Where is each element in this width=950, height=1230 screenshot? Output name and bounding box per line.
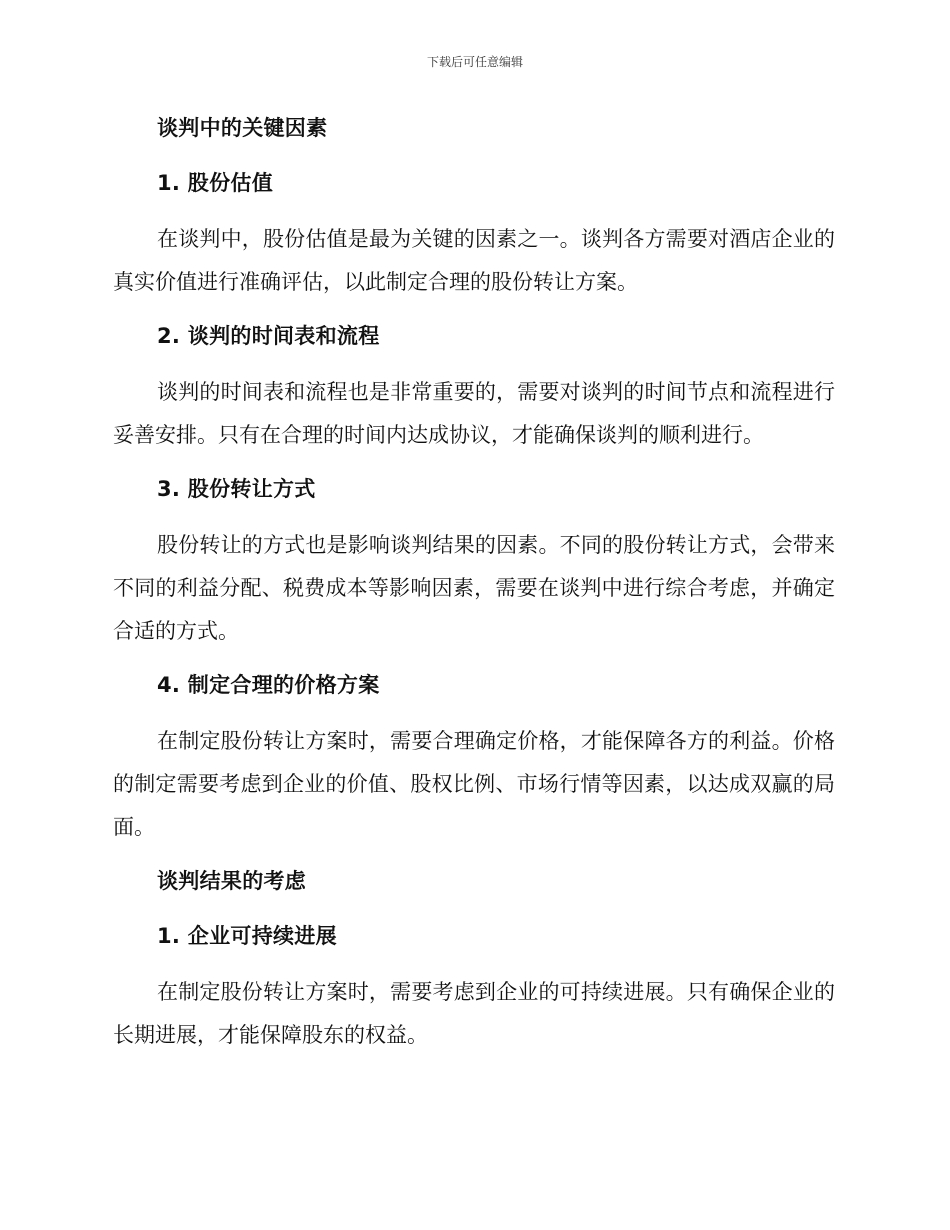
- page-header: 下载后可任意编辑: [426, 55, 523, 69]
- subsection-heading: 4. 制定合理的价格方案: [157, 673, 380, 697]
- subsection-heading: 2. 谈判的时间表和流程: [157, 324, 380, 348]
- body-paragraph: 谈判的时间表和流程也是非常重要的，需要对谈判的时间节点和流程进行妥善安排。只有在合理的时间内达成协议，才能确保谈判的顺利进行。: [113, 380, 835, 447]
- body-paragraph: 在谈判中，股份估值是最为关键的因素之一。谈判各方需要对酒店企业的真实价值进行准确评估，以此制定合理的股份转让方案。: [113, 227, 835, 294]
- subsection-heading: 3. 股份转让方式: [157, 477, 316, 501]
- body-paragraph: 股份转让的方式也是影响谈判结果的因素。不同的股份转让方式，会带来不同的利益分配、税费成本等影响因素，需要在谈判中进行综合考虑，并确定合适的方式。: [113, 533, 835, 643]
- body-paragraph: 在制定股份转让方案时，需要合理确定价格，才能保障各方的利益。价格的制定需要考虑到企业的价值、股权比例、市场行情等因素，以达成双赢的局面。: [113, 729, 835, 839]
- section-heading: 谈判中的关键因素: [157, 116, 328, 140]
- subsection-heading: 1. 企业可持续进展: [157, 924, 337, 948]
- subsection-heading: 1. 股份估值: [157, 171, 273, 195]
- document-body: [113, 108, 835, 1057]
- body-paragraph: 在制定股份转让方案时，需要考虑到企业的可持续进展。只有确保企业的长期进展，才能保障股东的权益。: [113, 980, 835, 1047]
- section-heading: 谈判结果的考虑: [157, 869, 307, 893]
